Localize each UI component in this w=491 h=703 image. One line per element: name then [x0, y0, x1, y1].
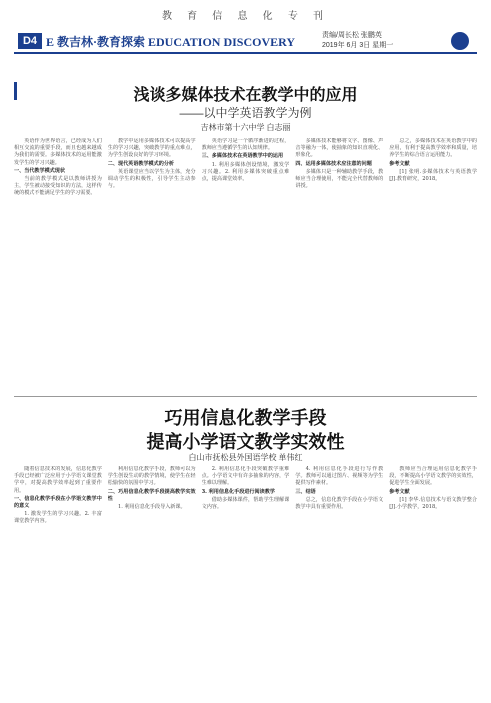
- paragraph: 英语课堂应当以学生为主体，充分调动学生的积极性，引导学生主动参与。: [107, 168, 196, 190]
- article-title: 巧用信息化教学手段: [164, 408, 327, 428]
- section-heading: 三、多媒体技术在英语教学中的运用: [201, 153, 284, 160]
- text-column: [202, 138, 290, 393]
- section-heading: 参考文献: [389, 160, 410, 167]
- section-heading: 一、信息化教学手段在小学语文教学中的意义: [14, 495, 102, 510]
- section-heading: 四、运用多媒体技术应注意的问题: [295, 160, 372, 167]
- article-author: 白山市抚松县外国语学校 单伟红: [188, 453, 303, 462]
- paper-logo-icon: [451, 32, 469, 50]
- section-heading: 二、巧用信息化教学手段提高教学实效性: [107, 488, 196, 502]
- section-heading: 三、结语: [295, 488, 316, 495]
- header-meta: [322, 31, 393, 51]
- paragraph: 当前的教学模式是以教师讲授为主，学生被动接受知识的方法，这样传统的模式不能满足学生的学习需要。: [14, 176, 102, 197]
- text-column: [389, 138, 477, 393]
- text-column: [295, 138, 383, 393]
- paragraph: 总之，多媒体技术在英语教学中的应用，有利于提高教学效率和质量，培养学生的综合语言运用能力。: [389, 138, 477, 159]
- paragraph: 教师应当合理运用信息化教学手段，不断提高小学语文教学的实效性，促进学生全面发展。: [389, 466, 477, 487]
- text-column: [108, 138, 196, 393]
- paragraph: 随着信息技术的发展，信息化教学手段已经被广泛应用于小学语文课堂教学中，对提高教学效率起到了重要作用。: [14, 466, 102, 494]
- paragraph: 英语学习是一个循序渐进的过程，教师应当遵循学生的认知规律。: [201, 138, 290, 152]
- paragraph: 1. 利用多媒体创设情境，激发学习兴趣。2. 利用多媒体突破重点难点，提高课堂效率。: [201, 161, 290, 183]
- paper-name: E 教吉林·教育探索 EDUCATION DISCOVERY: [46, 35, 296, 49]
- section-heading: 一、当代教学模式现状: [14, 167, 65, 174]
- section-title: 教 育 信 息 化 专 刊: [161, 10, 330, 22]
- article-divider: [14, 396, 477, 397]
- paragraph: 4. 利用信息化手段进行写作教学。教师可以通过图片、视频等为学生提供写作素材。: [295, 466, 384, 487]
- article-subtitle: ——以中学英语教学为例: [179, 106, 312, 120]
- page-header: [0, 0, 491, 58]
- paragraph: 2. 利用信息化手段突破教学重难点。小学语文中有许多抽象的内容，学生难以理解。: [201, 466, 290, 487]
- page-code-badge: D4: [18, 33, 42, 49]
- paragraph: 教学中运用多媒体技术可以提高学生的学习兴趣，突破教学的重点难点，为学生创设良好的学习环境。: [107, 138, 196, 159]
- paragraph: 多媒体技术能够将文字、图像、声音等融为一体，使抽象的知识直观化、形象化。: [295, 138, 384, 159]
- text-column: [14, 466, 102, 694]
- text-column: [202, 466, 290, 694]
- text-column: [108, 466, 196, 694]
- editor-line: 责编/周长松 张鹏英: [322, 32, 382, 39]
- article-author: 吉林市第十六中学 白志丽: [200, 123, 291, 132]
- section-heading: 参考文献: [389, 488, 410, 495]
- paragraph: 多媒体只是一种辅助教学手段，教师应当合理使用，不能完全代替教师的讲授。: [295, 168, 384, 190]
- article-body: [14, 466, 477, 694]
- paragraph: 借助多媒体课件，帮助学生理解课文内容。: [201, 496, 290, 511]
- article-subtitle: 提高小学语文教学实效性: [146, 432, 345, 452]
- text-column: [389, 466, 477, 694]
- section-heading: 3. 利用信息化手段进行阅读教学: [201, 488, 275, 495]
- article-multimedia-english: [14, 78, 477, 398]
- text-column: [14, 138, 102, 393]
- paragraph: 英语作为世界语言，已经成为人们相互交流的重要手段，而且也越来越成为我们的需要。多媒体技术的运用能激发学生的学习兴趣。: [14, 138, 102, 166]
- article-info-chinese: [14, 402, 477, 698]
- section-strip: [0, 0, 491, 28]
- paragraph: [1] 李华.信息技术与语文教学整合[J].小学教学，2018。: [389, 496, 477, 511]
- paragraph: 1. 利用信息化手段导入新课。: [117, 504, 186, 511]
- section-heading: 二、现代英语教学模式的分析: [107, 160, 175, 167]
- paragraph: 利用信息化教学手段，教师可以为学生创设生动的教学情境，使学生在轻松愉快的氛围中学习。: [107, 466, 196, 487]
- article-body: [14, 138, 477, 393]
- paragraph: [1] 张明.多媒体技术与英语教学[J].教育研究，2018。: [389, 168, 477, 183]
- date-line: 2019年 6月 3日 星期一: [322, 42, 394, 49]
- text-column: [295, 466, 383, 694]
- article-title: 浅谈多媒体技术在教学中的应用: [133, 87, 358, 104]
- paragraph: 总之，信息化教学手段在小学语文教学中具有重要作用。: [295, 496, 384, 511]
- header-rule: [14, 52, 477, 54]
- paragraph: 1. 激发学生的学习兴趣。2. 丰富课堂教学内容。: [14, 511, 102, 525]
